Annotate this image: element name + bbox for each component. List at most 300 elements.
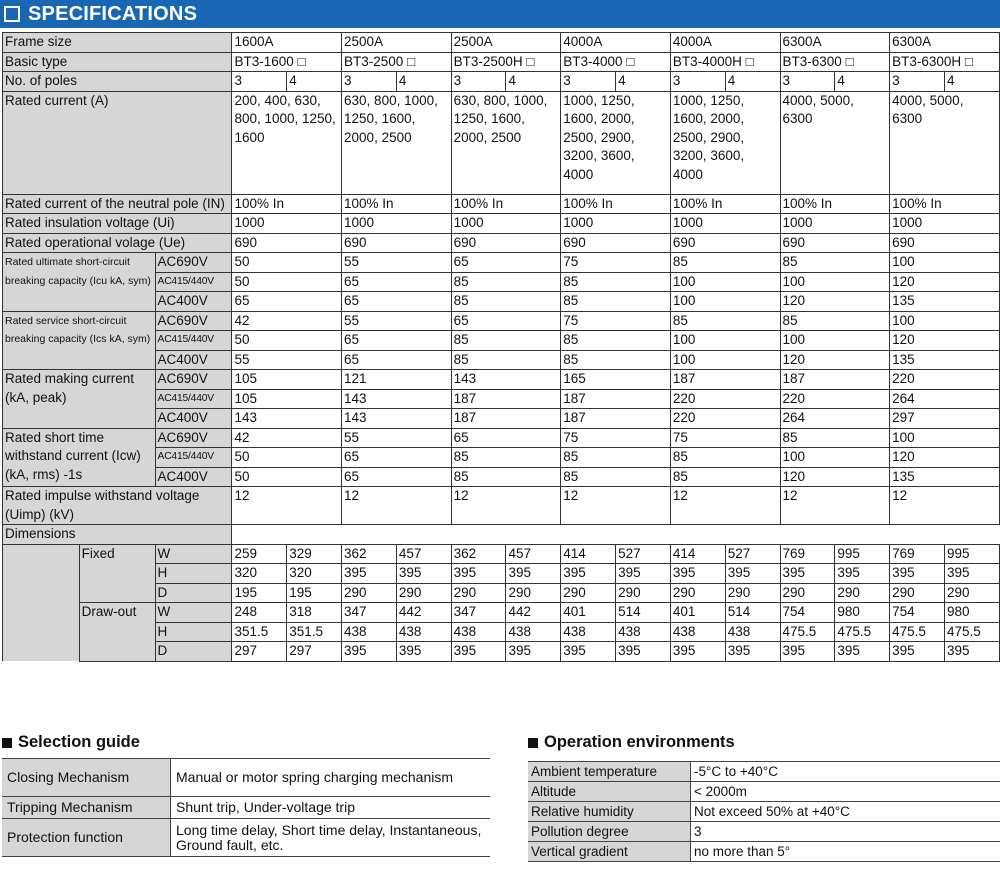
dimension-cell: 438 [616,622,671,642]
dimension-cell: 457 [396,544,451,564]
dimension-cell: 320 [287,564,342,584]
ics-cell: 42 [232,311,342,331]
dimension-cell: 401 [561,603,616,623]
icu-cell: 65 [342,272,452,292]
dimension-cell: 754 [780,603,835,623]
neutral-current-cell: 100% In [780,194,890,214]
dimension-cell: 362 [451,544,506,564]
dimension-cell: 442 [506,603,561,623]
icw-cell: 75 [670,428,780,448]
icu-cell: 85 [451,292,561,312]
dimension-cell: 351.5 [232,622,287,642]
icu-cell: 50 [232,272,342,292]
dimension-cell: 248 [232,603,287,623]
dimension-cell: 754 [890,603,945,623]
dimension-cell: 475.5 [890,622,945,642]
dimension-cell: 395 [944,564,999,584]
dimension-cell: 290 [616,583,671,603]
dimension-cell: 297 [287,642,342,662]
row-poles [3,72,1000,92]
frame-size-cell: 6300A [890,33,1000,53]
dimensions-header-spacer [232,525,1000,545]
basic-type-cell: BT3-6300 □ [780,52,890,72]
ics-cell: 65 [342,331,452,351]
rated-current-label: Rated current (A) [3,91,232,194]
operation-env-label: Relative humidity [528,802,691,822]
rated-current-cell: 4000, 5000, 6300 [780,91,890,194]
ics-cell: 85 [561,350,671,370]
selection-guide-row [2,819,490,857]
dimension-cell: 438 [342,622,397,642]
ics-cell: 75 [561,311,671,331]
row-operational-voltage [3,233,1000,253]
basic-type-cell: BT3-4000 □ [561,52,671,72]
operational-voltage-cell: 690 [451,233,561,253]
operational-voltage-cell: 690 [780,233,890,253]
icu-cell: 100 [670,292,780,312]
poles-cell: 3 [561,72,616,92]
icw-cell: 65 [451,428,561,448]
dimension-cell: 475.5 [944,622,999,642]
ics-cell: 100 [780,331,890,351]
icu-cell: 100 [890,253,1000,273]
dimension-cell: 769 [890,544,945,564]
ics-cell: 85 [561,331,671,351]
insulation-voltage-cell: 1000 [342,214,452,234]
dimension-cell: 395 [890,564,945,584]
neutral-current-cell: 100% In [342,194,452,214]
making-current-cell: 264 [890,389,1000,409]
dimension-cell: 395 [451,564,506,584]
dimension-axis-label: H [155,564,232,584]
dimension-cell: 514 [725,603,780,623]
dimension-cell: 195 [287,583,342,603]
dimension-cell: 395 [725,642,780,662]
operational-voltage-cell: 690 [890,233,1000,253]
poles-cell: 4 [616,72,671,92]
dimension-cell: 442 [396,603,451,623]
icw-cell: 55 [342,428,452,448]
operation-env-value: < 2000m [691,782,1000,802]
operation-env-row [528,762,1000,782]
making-current-cell: 220 [780,389,890,409]
rated-current-cell: 4000, 5000, 6300 [890,91,1000,194]
dimension-cell: 320 [232,564,287,584]
icu-cell: 120 [780,292,890,312]
icw-cell: 42 [232,428,342,448]
impulse-voltage-cell: 12 [561,487,671,525]
making-current-cell: 220 [670,409,780,429]
dimensions-indent [3,544,80,661]
selection-guide-row [2,797,490,819]
poles-cell: 4 [287,72,342,92]
dimension-cell: 290 [342,583,397,603]
dimension-group-label: Draw-out [79,603,155,662]
page-title: SPECIFICATIONS [28,2,198,25]
neutral-current-cell: 100% In [670,194,780,214]
dimension-cell: 329 [287,544,342,564]
poles-cell: 4 [396,72,451,92]
icu-cell: 100 [670,272,780,292]
poles-cell: 4 [506,72,561,92]
making-current-cell: 187 [451,409,561,429]
dimension-cell: 438 [396,622,451,642]
icw-cell: 65 [342,448,452,468]
icw-cell: 85 [451,467,561,487]
dimension-cell: 297 [232,642,287,662]
rated-current-cell: 1000, 1250, 1600, 2000, 2500, 2900, 3200, 3600, 4000 [670,91,780,194]
making-current-cell: 143 [342,389,452,409]
ics-cell: 55 [342,311,452,331]
icw-cell: 85 [561,467,671,487]
operational-voltage-cell: 690 [342,233,452,253]
making-current-cell: 297 [890,409,1000,429]
dimension-axis-label: W [155,603,232,623]
selection-guide-heading [2,733,140,752]
impulse-voltage-cell: 12 [890,487,1000,525]
impulse-voltage-label: Rated impulse withstand voltage (Uimp) (kV) [3,487,232,525]
dimension-cell: 290 [890,583,945,603]
dimension-cell: 395 [616,564,671,584]
dimension-axis-label: D [155,583,232,603]
operation-env-label: Altitude [528,782,691,802]
insulation-voltage-cell: 1000 [780,214,890,234]
selection-guide-value: Shunt trip, Under-voltage trip [171,797,491,819]
dimension-row [3,603,1000,623]
icw-cell: 100 [890,428,1000,448]
impulse-voltage-cell: 12 [670,487,780,525]
neutral-current-cell: 100% In [451,194,561,214]
making-current-cell: 187 [670,370,780,390]
icw-cell: 85 [780,428,890,448]
dimension-cell: 769 [780,544,835,564]
ics-cell: 85 [670,311,780,331]
dimension-cell: 475.5 [835,622,890,642]
black-square-icon [2,738,12,748]
selection-guide-title: Selection guide [18,733,140,751]
rated-current-cell: 630, 800, 1000, 1250, 1600, 2000, 2500 [451,91,561,194]
dimension-axis-label: W [155,544,232,564]
dimension-axis-label: H [155,622,232,642]
rated-current-cell: 630, 800, 1000, 1250, 1600, 2000, 2500 [342,91,452,194]
ics-cell: 50 [232,331,342,351]
row-ics [3,311,1000,331]
dimension-cell: 438 [451,622,506,642]
icw-cell: 85 [670,448,780,468]
making-current-cell: 165 [561,370,671,390]
dimension-cell: 395 [561,642,616,662]
voltage-sub-label: AC400V [155,409,232,429]
dimension-cell: 347 [451,603,506,623]
dimensions-label: Dimensions [3,525,232,545]
dimension-cell: 395 [780,564,835,584]
dimension-cell: 980 [835,603,890,623]
making-current-label: Rated making current (kA, peak) [3,370,156,429]
dimension-cell: 290 [780,583,835,603]
frame-size-cell: 2500A [342,33,452,53]
poles-cell: 4 [944,72,999,92]
insulation-voltage-label: Rated insulation voltage (Ui) [3,214,232,234]
dimension-cell: 395 [342,642,397,662]
frame-size-cell: 4000A [670,33,780,53]
operation-env-label: Vertical gradient [528,842,691,862]
selection-guide-label: Protection function [2,819,171,857]
dimension-cell: 438 [506,622,561,642]
making-current-cell: 187 [780,370,890,390]
ics-cell: 85 [780,311,890,331]
operation-env-value: no more than 5° [691,842,1000,862]
dimension-cell: 290 [725,583,780,603]
dimension-cell: 395 [451,642,506,662]
frame-size-cell: 2500A [451,33,561,53]
dimension-cell: 395 [670,642,725,662]
dimension-cell: 351.5 [287,622,342,642]
operational-voltage-label: Rated operational volage (Ue) [3,233,232,253]
poles-label: No. of poles [3,72,232,92]
icw-cell: 50 [232,448,342,468]
ics-cell: 100 [670,350,780,370]
icu-label: Rated ultimate short-circuit breaking capacity (Icu kA, sym) [3,253,156,312]
operation-env-value: -5°C to +40°C [691,762,1000,782]
icu-cell: 100 [780,272,890,292]
impulse-voltage-cell: 12 [780,487,890,525]
poles-cell: 3 [780,72,835,92]
making-current-cell: 105 [232,389,342,409]
operation-env-value: Not exceed 50% at +40°C [691,802,1000,822]
dimension-cell: 475.5 [780,622,835,642]
frame-size-cell: 4000A [561,33,671,53]
dimension-cell: 438 [561,622,616,642]
ics-cell: 65 [451,311,561,331]
icw-cell: 100 [780,448,890,468]
icw-cell: 85 [561,448,671,468]
making-current-cell: 121 [342,370,452,390]
icu-cell: 75 [561,253,671,273]
voltage-sub-label: AC415/440V [155,331,232,351]
neutral-current-cell: 100% In [561,194,671,214]
voltage-sub-label: AC415/440V [155,272,232,292]
selection-guide-value: Manual or motor spring charging mechanism [171,759,491,797]
making-current-cell: 187 [451,389,561,409]
dimension-cell: 395 [616,642,671,662]
ics-cell: 55 [232,350,342,370]
dimension-cell: 395 [725,564,780,584]
dimension-cell: 395 [780,642,835,662]
selection-guide-label: Closing Mechanism [2,759,171,797]
dimension-cell: 290 [944,583,999,603]
dimension-cell: 438 [725,622,780,642]
making-current-cell: 220 [670,389,780,409]
dimension-row [3,544,1000,564]
icu-cell: 120 [890,272,1000,292]
icw-cell: 120 [890,448,1000,468]
dimension-cell: 414 [561,544,616,564]
icw-cell: 85 [451,448,561,468]
neutral-current-label: Rated current of the neutral pole (IN) [3,194,232,214]
dimension-cell: 290 [506,583,561,603]
operational-voltage-cell: 690 [561,233,671,253]
dimension-cell: 457 [506,544,561,564]
icw-cell: 50 [232,467,342,487]
dimension-cell: 395 [835,642,890,662]
dimension-cell: 514 [616,603,671,623]
row-making-current [3,370,1000,390]
voltage-sub-label: AC690V [155,253,232,273]
dimension-cell: 395 [944,642,999,662]
row-rated-current [3,91,1000,194]
rated-current-cell: 200, 400, 630, 800, 1000, 1250, 1600 [232,91,342,194]
operation-env-label: Ambient temperature [528,762,691,782]
making-current-cell: 187 [561,409,671,429]
frame-size-cell: 1600A [232,33,342,53]
dimension-cell: 290 [396,583,451,603]
operation-env-table [528,761,1000,862]
icw-label: Rated short time withstand current (Icw) (kA, rms) -1s [3,428,156,487]
impulse-voltage-cell: 12 [342,487,452,525]
selection-guide-row [2,759,490,797]
icu-cell: 85 [670,253,780,273]
dimension-axis-label: D [155,642,232,662]
ics-cell: 100 [670,331,780,351]
ics-cell: 65 [342,350,452,370]
dimension-group-label: Fixed [79,544,155,603]
dimension-cell: 395 [506,642,561,662]
row-icu [3,253,1000,273]
poles-cell: 3 [342,72,397,92]
dimension-cell: 347 [342,603,397,623]
icu-cell: 65 [232,292,342,312]
operation-env-row [528,782,1000,802]
ics-cell: 120 [890,331,1000,351]
making-current-cell: 187 [561,389,671,409]
icw-cell: 75 [561,428,671,448]
operation-env-body [528,762,1000,862]
icw-cell: 135 [890,467,1000,487]
row-basic-type [3,52,1000,72]
row-dimensions-header [3,525,1000,545]
making-current-cell: 143 [342,409,452,429]
basic-type-cell: BT3-2500H □ [451,52,561,72]
dimension-cell: 395 [890,642,945,662]
insulation-voltage-cell: 1000 [890,214,1000,234]
dimension-cell: 395 [670,564,725,584]
operation-env-row [528,802,1000,822]
icu-cell: 85 [561,272,671,292]
frame-size-label: Frame size [3,33,232,53]
making-current-cell: 143 [451,370,561,390]
voltage-sub-label: AC690V [155,428,232,448]
selection-guide-table [2,758,490,857]
dimension-cell: 395 [396,642,451,662]
ics-cell: 100 [890,311,1000,331]
dimension-cell: 395 [835,564,890,584]
dimension-cell: 318 [287,603,342,623]
making-current-cell: 105 [232,370,342,390]
insulation-voltage-cell: 1000 [670,214,780,234]
icw-cell: 85 [670,467,780,487]
selection-guide-value: Long time delay, Short time delay, Instantaneous, Ground fault, etc. [171,819,491,857]
specifications-table [2,32,1000,662]
dimension-cell: 395 [396,564,451,584]
dimension-cell: 290 [835,583,890,603]
black-square-icon [528,738,538,748]
poles-cell: 3 [232,72,287,92]
icu-cell: 85 [451,272,561,292]
neutral-current-cell: 100% In [232,194,342,214]
impulse-voltage-cell: 12 [451,487,561,525]
selection-guide-label: Tripping Mechanism [2,797,171,819]
row-neutral-current [3,194,1000,214]
basic-type-cell: BT3-6300H □ [890,52,1000,72]
operation-env-heading [528,733,735,752]
basic-type-label: Basic type [3,52,232,72]
dimension-cell: 362 [342,544,397,564]
dimension-cell: 414 [670,544,725,564]
row-impulse-voltage [3,487,1000,525]
poles-cell: 3 [670,72,725,92]
dimension-cell: 995 [944,544,999,564]
ics-cell: 135 [890,350,1000,370]
checkbox-square-icon [4,6,20,22]
row-frame-size [3,33,1000,53]
dimensions-body [3,544,1000,661]
neutral-current-cell: 100% In [890,194,1000,214]
insulation-voltage-cell: 1000 [561,214,671,234]
ics-cell: 85 [451,350,561,370]
operation-env-value: 3 [691,822,1000,842]
dimension-cell: 527 [725,544,780,564]
making-current-cell: 220 [890,370,1000,390]
voltage-sub-label: AC415/440V [155,389,232,409]
voltage-sub-label: AC690V [155,311,232,331]
dimension-cell: 195 [232,583,287,603]
making-current-cell: 143 [232,409,342,429]
voltage-sub-label: AC415/440V [155,448,232,468]
frame-size-cell: 6300A [780,33,890,53]
dimension-cell: 395 [342,564,397,584]
dimension-cell: 290 [670,583,725,603]
operation-env-row [528,842,1000,862]
basic-type-cell: BT3-1600 □ [232,52,342,72]
operational-voltage-cell: 690 [232,233,342,253]
icu-cell: 50 [232,253,342,273]
insulation-voltage-cell: 1000 [451,214,561,234]
icu-cell: 85 [780,253,890,273]
poles-cell: 4 [835,72,890,92]
dimension-cell: 995 [835,544,890,564]
ics-label: Rated service short-circuit breaking capacity (Ics kA, sym) [3,311,156,370]
dimension-cell: 290 [561,583,616,603]
dimension-cell: 395 [561,564,616,584]
icu-cell: 135 [890,292,1000,312]
icu-cell: 85 [561,292,671,312]
dimension-cell: 395 [506,564,561,584]
voltage-sub-label: AC400V [155,350,232,370]
row-icw [3,428,1000,448]
dimension-cell: 527 [616,544,671,564]
icu-cell: 65 [342,292,452,312]
rated-current-cell: 1000, 1250, 1600, 2000, 2500, 2900, 3200, 3600, 4000 [561,91,671,194]
operation-env-row [528,822,1000,842]
voltage-sub-label: AC400V [155,467,232,487]
poles-cell: 4 [725,72,780,92]
dimension-cell: 290 [451,583,506,603]
icw-cell: 120 [780,467,890,487]
dimension-cell: 401 [670,603,725,623]
insulation-voltage-cell: 1000 [232,214,342,234]
making-current-cell: 264 [780,409,890,429]
dimension-cell: 259 [232,544,287,564]
